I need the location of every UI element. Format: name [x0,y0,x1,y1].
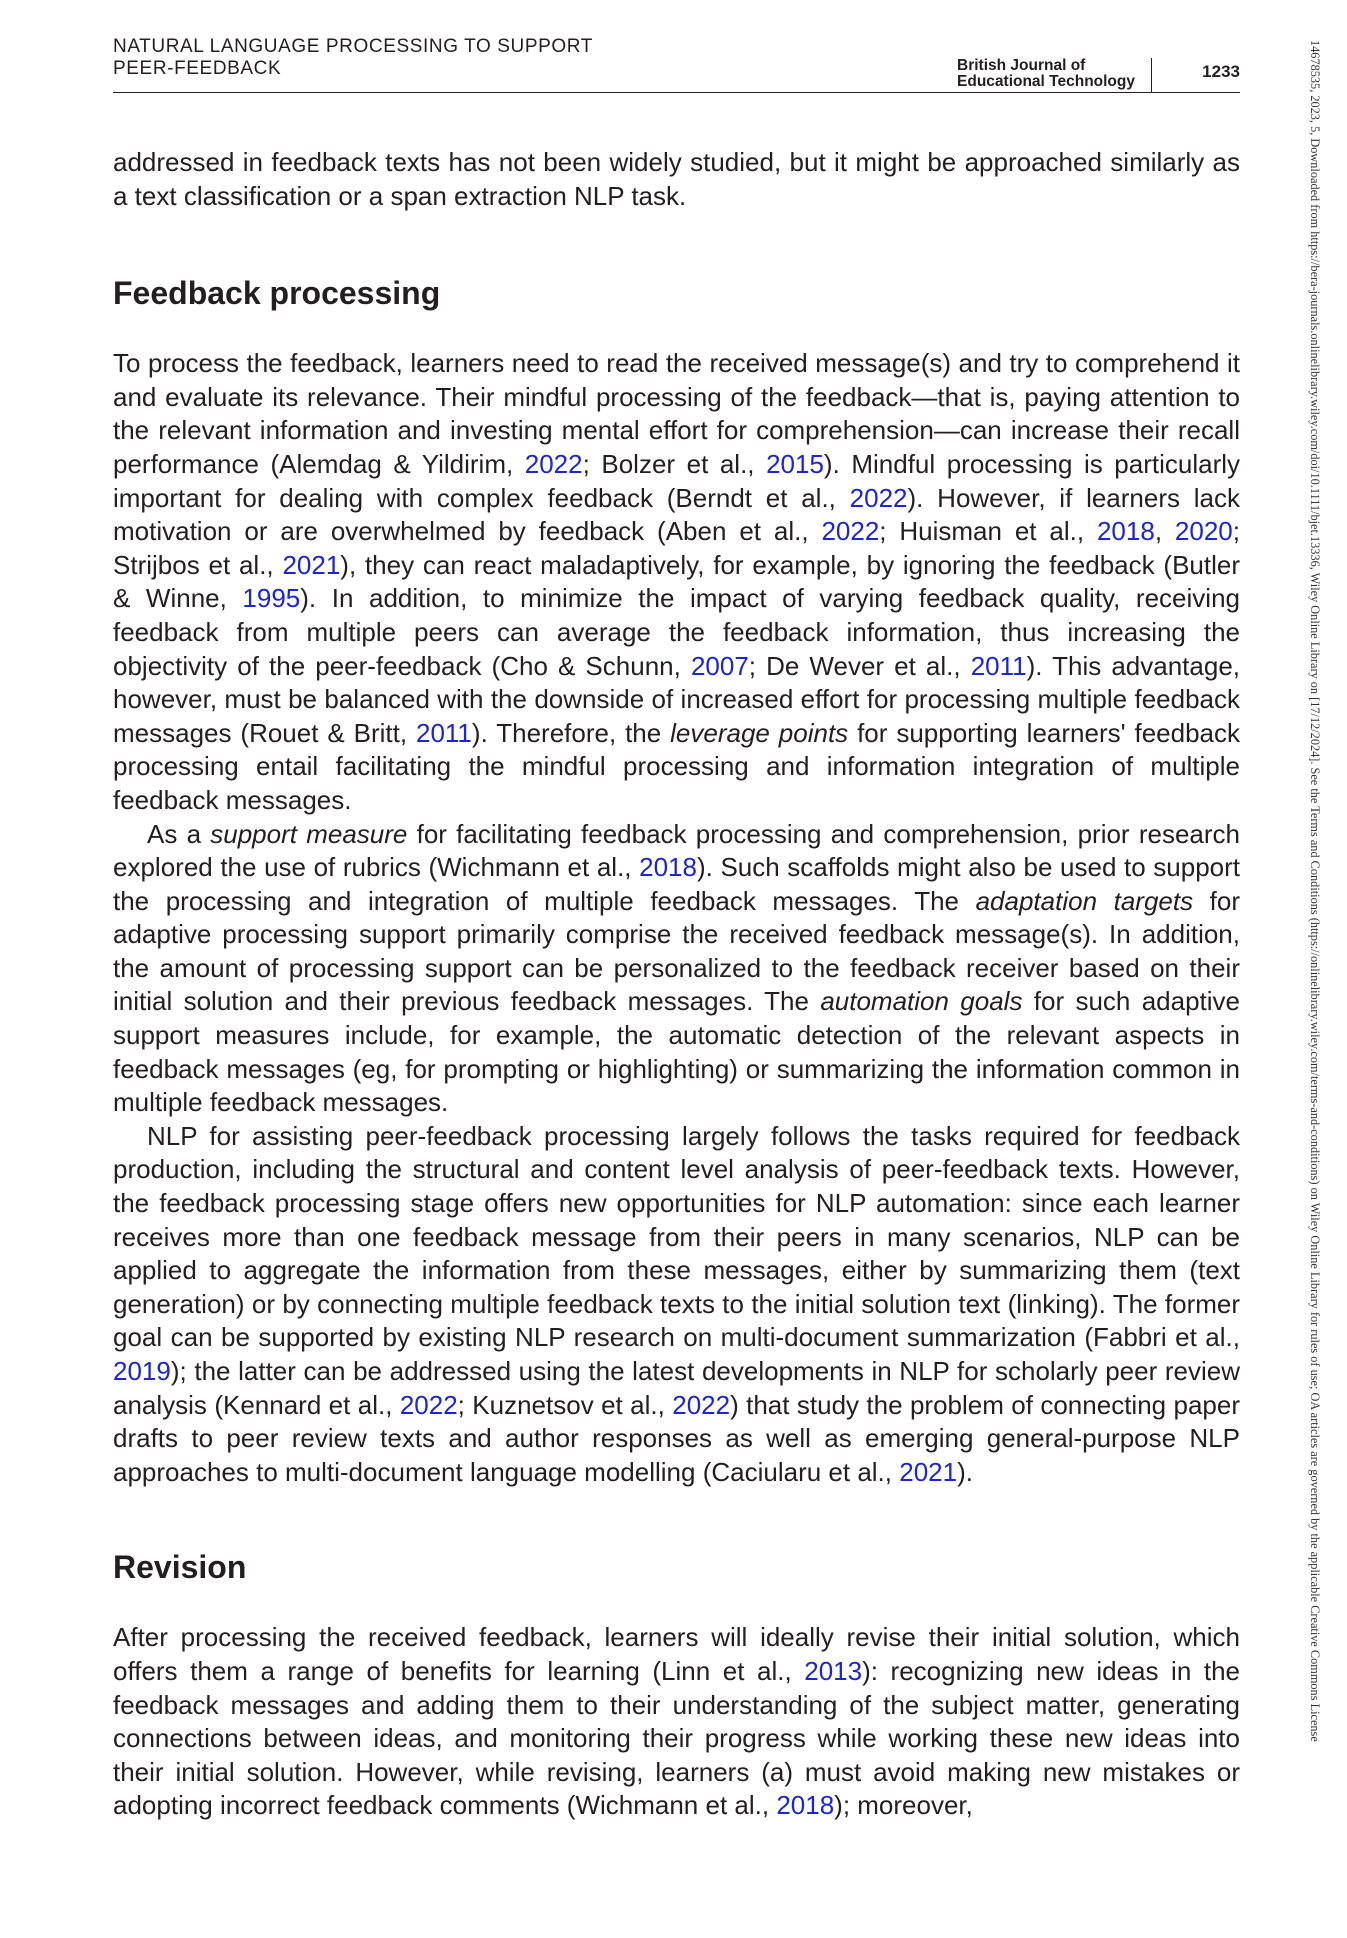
text-run: ; Kuznetsov et al., [457,1389,673,1420]
article-body [113,146,1240,1823]
section-heading-feedback-processing: Feedback processing [113,275,441,312]
journal-name-line-2: Educational Technology [957,73,1135,90]
citation-link[interactable]: 2019 [113,1356,171,1386]
citation-link[interactable]: 2021 [899,1456,958,1487]
text-run: NLP for assisting peer-feedback processing largely follows the tasks required for feedback production, including the structural and content level analysis of peer-feedback texts. However, the feedback processing stage offers new opportunities for NLP automation: since each learner receives more than one feedback message from their peers in many scenarios, NLP can be applied to aggregate the information from these messages, either by summarizing them (text generation) or by connecting multiple feedback texts to the initial solution text (linking). The former goal can be supported by existing NLP research on multi-document summarization (Fabbri et al., [113,1120,1240,1353]
text-run: for adaptive processing support primarily comprise the received feedback message(s). In addition, the amount of processing support can be personalized to the feedback receiver based on their initial solution and their previous feedback messages. The [113,885,1240,1017]
citation-link[interactable]: 2015 [766,448,824,479]
journal-name-line-1: British Journal of [957,57,1086,74]
download-side-note [1306,40,1326,1920]
citation-link[interactable]: 2011 [415,717,472,748]
text-run: ). Such scaffolds might also be used to support the processing and integration of multiple feedback messages. The [113,852,1241,916]
citation-link[interactable]: 2022 [821,516,880,547]
emphasis-term: support measure [210,818,408,849]
emphasis-term: adaptation targets [975,885,1194,916]
text-run: , [1154,516,1175,547]
running-header [113,36,1240,93]
running-title-line-2: PEER-FEEDBACK [113,58,282,79]
citation-link[interactable]: 2022 [672,1389,731,1420]
text-run: ; Bolzer et al., [582,448,767,479]
text-run: ); the latter can be addressed using the latest developments in NLP for scholarly peer review analysis (Kennard et al., [113,1356,1240,1420]
text-run: ). Therefore, the [471,717,671,748]
citation-link[interactable]: 2022 [399,1389,458,1420]
paragraph-feedback-processing-1 [113,347,1240,817]
text-run: for facilitating feedback processing and comprehension, prior research explored the use of rubrics (Wichmann et al., [113,818,1240,883]
text-run: for such adaptive support measures include, for example, the automatic detection of the relevant aspects in feedback messages (eg, for prompting or highlighting) or summarizing the information common in multiple feedback messages. [113,986,1241,1118]
text-run: ; De Wever et al., [748,650,971,681]
text-run: As a [147,818,211,849]
text-run: ). In addition, to minimize the impact of varying feedback quality, receiving feedback from multiple peers can average the feedback information, thus increasing the objectivity of the peer-feedback (Cho & Schunn, [113,583,1240,681]
page-number: 1233 [1202,62,1240,81]
text-run: ): recognizing new ideas in the feedback messages and adding them to their understanding of the subject matter, generating connections between ideas, and monitoring their progress while working these new ideas into their initial solution. However, while revising, learners (a) must avoid making new mistakes or adopting incorrect feedback comments (Wichmann et al., [113,1655,1240,1821]
text-run: ); moreover, [834,1790,973,1821]
text-run: ; Strijbos et al., [113,516,1240,580]
citation-link[interactable]: 2018 [776,1790,835,1821]
emphasis-term: leverage points [670,717,849,748]
text-run: To process the feedback, learners need to read the received message(s) and try to comprehend it and evaluate its relevance. Their mindful processing of the feedback—that is, paying attention to the relevant information and investing mental effort for comprehension—can increase their recall performance (Alemdag & Yildirim, [113,348,1240,479]
citation-link[interactable]: 2018 [639,852,697,883]
text-run: ). Mindful processing is particularly important for dealing with complex feedback (Berndt et al., [113,448,1241,513]
running-title-line-1: NATURAL LANGUAGE PROCESSING TO SUPPORT [113,36,593,57]
text-run: ) that study the problem of connecting paper drafts to peer review texts and author responses as well as emerging general-purpose NLP approaches to multi-document language modelling (Caciularu et al., [113,1389,1240,1487]
text-run: ; Huisman et al., [879,516,1097,547]
text-run: After processing the received feedback, learners will ideally revise their initial solution, which offers them a range of benefits for learning (Linn et al., [113,1622,1240,1686]
citation-link[interactable]: 1995 [242,583,301,614]
citation-link[interactable]: 2011 [970,650,1027,681]
citation-link[interactable]: 2007 [690,650,749,681]
section-heading-revision: Revision [113,1549,247,1586]
journal-name [957,58,1152,92]
running-title [113,36,593,80]
text-run: for supporting learners' feedback processing entail facilitating the mindful processing and information integration of multiple feedback messages. [113,717,1240,815]
emphasis-term: automation goals [820,986,1023,1017]
text-run: ). [957,1456,973,1487]
citation-link[interactable]: 2021 [282,549,341,580]
paragraph-revision-1 [113,1621,1240,1823]
citation-link[interactable]: 2022 [524,448,583,479]
citation-link[interactable]: 2022 [849,482,908,513]
citation-link[interactable]: 2020 [1174,516,1233,547]
paragraph-feedback-processing-2 [113,818,1240,1120]
intro-paragraph: addressed in feedback texts has not been widely studied, but it might be approached similarly as a text classification or a span extraction NLP task. [113,147,1240,211]
paragraph-feedback-processing-3 [113,1120,1240,1490]
text-run: ). This advantage, however, must be balanced with the downside of increased effort for processing multiple feedback messages (Rouet & Britt, [113,650,1240,748]
download-side-note-text: 14678535, 2023, 5, Downloaded from https://bera-journals.onlinelibrary.wiley.com/doi/10.1111/bjet.13336, Wiley Online Library on [17/12/2024]. See the Terms and Conditions (https://onlinelibrary.wiley.com/terms-and-conditions) on Wiley Online Library for rules of use; OA articles are governed by the applicable Creative Commons License [1308,40,1322,1742]
citation-link[interactable]: 2018 [1096,516,1155,547]
citation-link[interactable]: 2013 [804,1655,863,1686]
text-run: ). However, if learners lack motivation or are overwhelmed by feedback (Aben et al., [113,482,1241,547]
text-run: ), they can react maladaptively, for example, by ignoring the feedback (Butler & Winne, [113,549,1241,614]
